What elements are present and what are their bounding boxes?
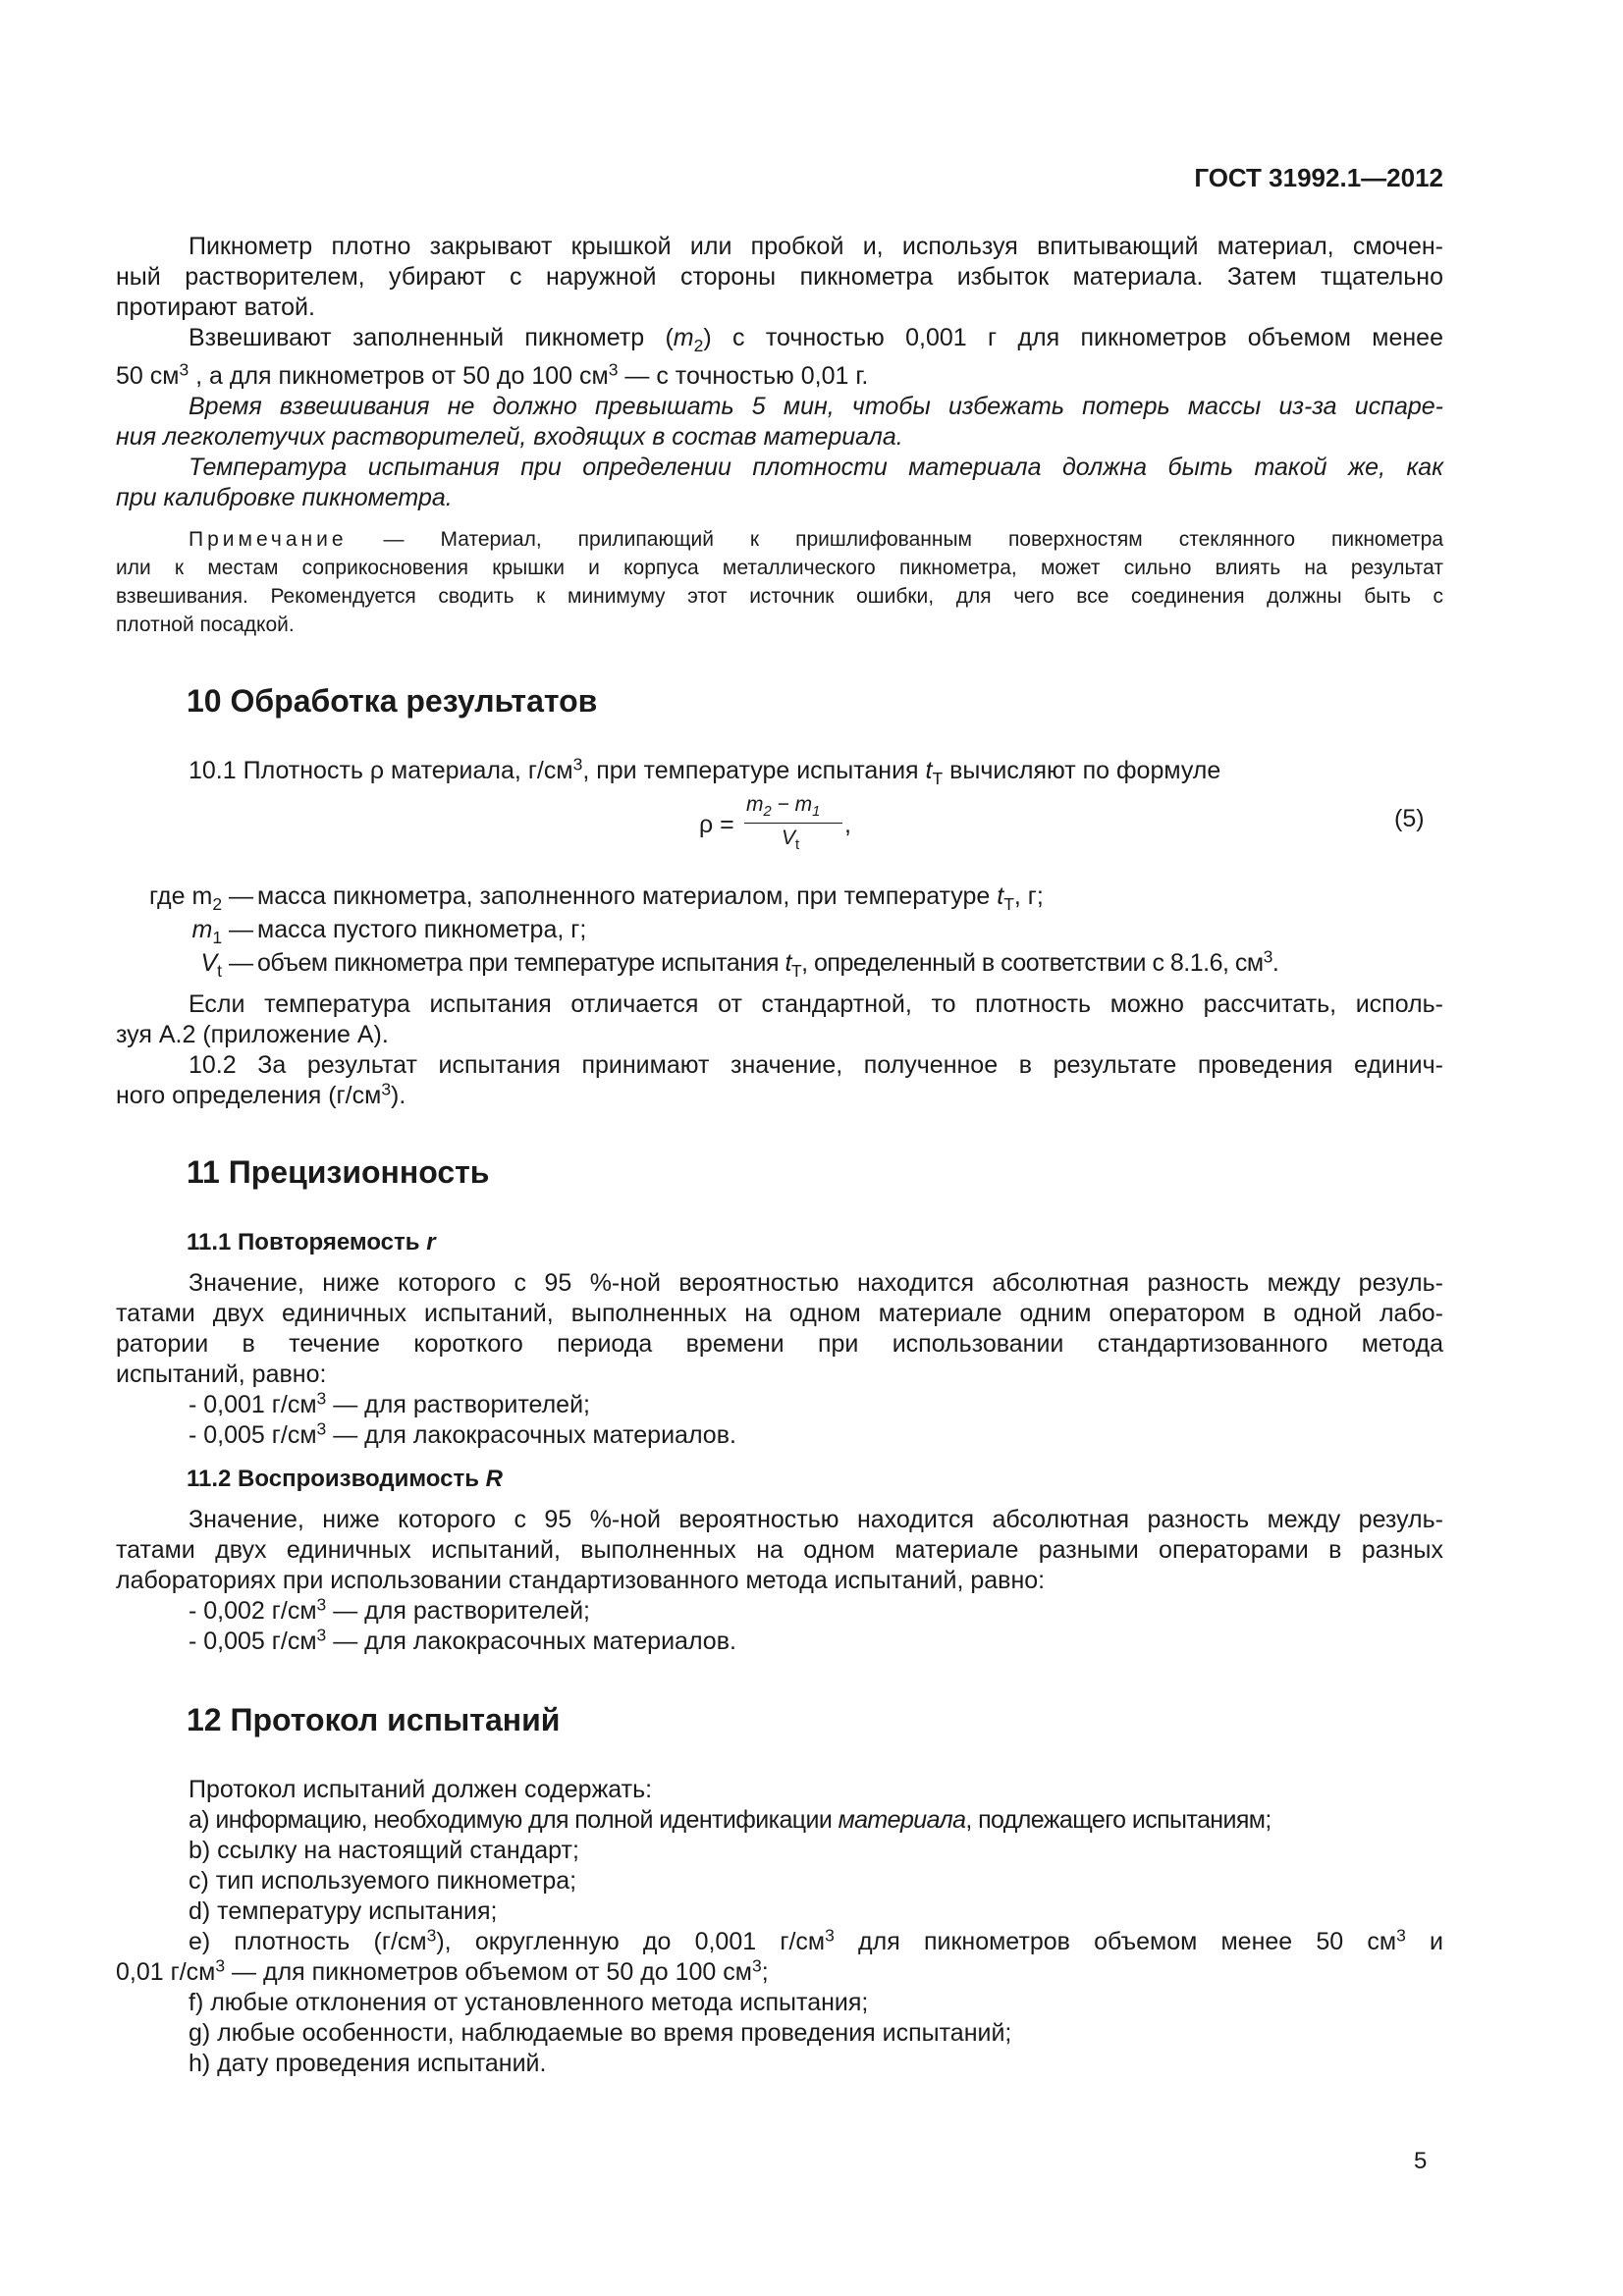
superscript: 3 [316,1594,327,1615]
dash: — [222,949,253,977]
paragraph-11-2 [116,1505,1443,1657]
page-number: 5 [1414,2148,1428,2174]
subscript: t [795,837,800,854]
subscript: T [932,769,944,789]
text-run: — для растворителей; [326,1597,590,1625]
note-line [116,525,1443,554]
formula-denominator [782,827,799,853]
superscript: 3 [316,1418,327,1439]
text-run: ; [761,1958,769,1986]
paragraph-line [116,361,1443,392]
paragraph-11-1 [116,1268,1443,1451]
intro-block [116,232,1443,513]
formula-numerator [746,793,820,820]
text-run: , определенный в соответствии с 8.1.6, см [801,949,1264,977]
text-run: 50 см [116,362,180,391]
superscript: 3 [825,1925,835,1946]
paragraph-line: протирают ватой. [116,294,315,321]
text-run: — с точностью 0,01 г. [618,362,869,391]
text-run: - 0,005 г/см [189,1421,317,1449]
list-item-continuation [116,1957,1443,1988]
paragraph-line: ный растворителем, убирают с наружной стороны пикнометра избыток материала. Затем тщательно [116,263,1443,291]
subscript: 1 [812,804,821,821]
text-run: — для растворителей; [326,1391,590,1418]
superscript: 3 [316,1625,327,1645]
superscript: 3 [1263,946,1272,967]
list-item [116,1596,1443,1627]
subscript: t [217,961,223,982]
paragraph-line: Если температура испытания отличается от стандартной, то плотность можно рассчитать, исполь- [189,990,1443,1018]
paragraph-line: Значение, ниже которого с 95 %-ной вероятностью находится абсолютная разность между резуль- [189,1506,1443,1533]
paragraph-line: татами двух единичных испытаний, выполненных на одном материале разными операторами в разных [116,1536,1443,1564]
formula-comma: , [844,811,851,838]
text-run: − m [771,793,813,816]
paragraph-line: зуя А.2 (приложение А). [116,1021,389,1048]
variable: V [200,949,218,977]
paragraph-temperature [116,989,1443,1111]
text-run: объем пикнометра при температуре испытания [257,949,785,977]
list-item: f) любые отклонения от установленного метода испытания; [189,1989,869,2016]
text-run: — для пикнометров объемом от 50 до 100 см [225,1958,752,1986]
variable: t [997,882,1004,910]
equation-number: (5) [1394,805,1425,832]
dash: — [222,882,253,910]
section-heading-11: 11 Прецизионность [187,1154,490,1190]
subsection-heading-11-2 [187,1466,503,1493]
paragraph-line: Протокол испытаний должен содержать: [189,1776,653,1803]
text-run: - 0,001 г/см [189,1391,317,1418]
subscript: 1 [212,928,223,948]
list-item: b) ссылку на настоящий стандарт; [189,1837,579,1864]
where-text [257,946,1278,988]
paragraph-line: татами двух единичных испытаний, выполненных на одном материале одним оператором в одной лабо- [116,1300,1443,1327]
text-run: 11.2 Воспроизводимость [187,1466,486,1492]
variable: m [191,916,213,943]
paragraph-line: Пикнометр плотно закрывают крышкой или пробкой и, используя впитывающий материал, смочен- [189,233,1443,260]
variable: r [426,1229,436,1255]
text-run: e) плотность (г/см [189,1928,427,1955]
text-run: 10.1 Плотность ρ материала, г/см [189,757,573,784]
superscript: 3 [381,1079,392,1099]
list-item: h) дату проведения испытаний. [189,2050,547,2077]
list-item: c) тип используемого пикнометра; [189,1867,577,1895]
text-run: ) с точностью 0,001 г для пикнометров объемом менее [703,324,1443,351]
text-run: - 0,005 г/см [189,1628,317,1655]
emphasis: материала [838,1806,966,1834]
document-code-header: ГОСТ 31992.1—2012 [1194,163,1443,192]
text-run: 0,01 г/см [116,1958,216,1986]
superscript: 3 [426,1925,437,1946]
paragraph-line: при калибровке пикнометра. [116,484,453,512]
superscript: 3 [751,1955,762,1976]
paragraph-line [116,323,1443,361]
text-run: где m [149,882,213,910]
paragraph-line: 10.2 За результат испытания принимают значение, полученное в результате проведения единич- [189,1051,1443,1079]
superscript: 3 [572,754,583,774]
superscript: 3 [1396,1925,1406,1946]
text-run: — для лакокрасочных материалов. [326,1421,736,1449]
where-label [116,946,253,988]
text-run: и [1405,1928,1444,1955]
superscript: 3 [608,359,619,380]
list-item: d) температуру испытания; [189,1897,498,1925]
superscript: 3 [215,1955,226,1976]
text-run: , г; [1013,882,1044,910]
text-run: - 0,002 г/см [189,1597,317,1625]
text-run: ного определения (г/см [116,1082,382,1109]
dash: — [222,916,253,943]
paragraph-line: ратории в течение короткого периода времени при использовании стандартизованного метода [116,1330,1443,1358]
subscript: 2 [212,894,223,915]
text-run: , при температуре испытания [582,757,926,784]
text-run: вычисляют по формуле [943,757,1221,784]
paragraph-line: Значение, ниже которого с 95 %-ной вероятностью находится абсолютная разность между резуль- [189,1269,1443,1297]
text-run: Взвешивают заполненный пикнометр ( [189,324,674,351]
note-line: или к местам соприкосновения крышки и корпуса металлического пикнометра, может сильно влиять на результат [116,557,1443,579]
list-item [116,1420,1443,1451]
list-item [116,1927,1443,1957]
text-run: — для лакокрасочных материалов. [326,1628,736,1655]
subscript: 2 [763,804,772,821]
paragraph-line: испытаний, равно: [116,1361,327,1388]
text-run: , а для пикнометров от 50 до 100 см [189,362,609,391]
paragraph-line [116,1081,1443,1111]
note-block [116,525,1443,639]
note-line: взвешивания. Рекомендуется сводить к минимуму этот источник ошибки, для чего все соединения должны быть с [116,585,1443,608]
where-list [116,880,1451,988]
variable: t [925,757,933,784]
subscript: 2 [693,336,704,356]
text-run: — Материал, прилипающий к пришлифованным поверхностям стеклянного пикнометра [347,528,1443,551]
paragraph-line [116,756,1443,794]
text-run: m [746,793,764,816]
list-item: g) любые особенности, наблюдаемые во время проведения испытаний; [189,2019,1012,2047]
paragraph-line: ния легколетучих растворителей, входящих в состав материала. [116,423,903,452]
protocol-list [116,1775,1443,2079]
section-heading-12: 12 Протокол испытаний [187,1702,561,1737]
text-run: . [1271,949,1279,977]
list-item [116,1627,1443,1657]
superscript: 3 [179,359,189,380]
subscript: T [1003,894,1014,915]
paragraph-line: лабораториях при использовании стандартизованного метода испытаний, равно: [116,1567,1046,1594]
note-line: плотной посадкой. [116,614,295,636]
text-run: V [782,827,796,849]
formula-lhs: ρ = [699,811,734,838]
text-run: масса пикнометра, заполненного материалом, при температуре [257,882,998,910]
note-label: Примечание [189,528,348,551]
list-item [116,1805,1443,1836]
variable: m [673,324,694,351]
fraction-bar [744,823,842,824]
section-heading-10: 10 Обработка результатов [187,683,598,719]
paragraph-line: Время взвешивания не должно превышать 5 мин, чтобы избежать потерь массы из-за испаре- [189,393,1443,421]
text-run: 11.1 Повторяемость [187,1229,427,1255]
text-run: a) информацию, необходимую для полной идентификации [189,1806,839,1834]
text-run: , подлежащего испытаниям; [965,1806,1271,1834]
subscript: T [790,961,802,982]
subsection-heading-11-1 [187,1229,436,1256]
paragraph-line: Температура испытания при определении плотности материала должна быть такой же, как [189,454,1443,482]
paragraph-10-1 [116,756,1443,794]
superscript: 3 [316,1388,327,1409]
variable: t [784,949,791,977]
list-item [116,1390,1443,1420]
text-run: ), округленную до 0,001 г/см [436,1928,826,1955]
text-run: ). [391,1082,406,1109]
variable: R [485,1466,503,1492]
text-run: для пикнометров объемом менее 50 см [834,1928,1397,1955]
where-text: масса пустого пикнометра, г; [257,916,587,943]
